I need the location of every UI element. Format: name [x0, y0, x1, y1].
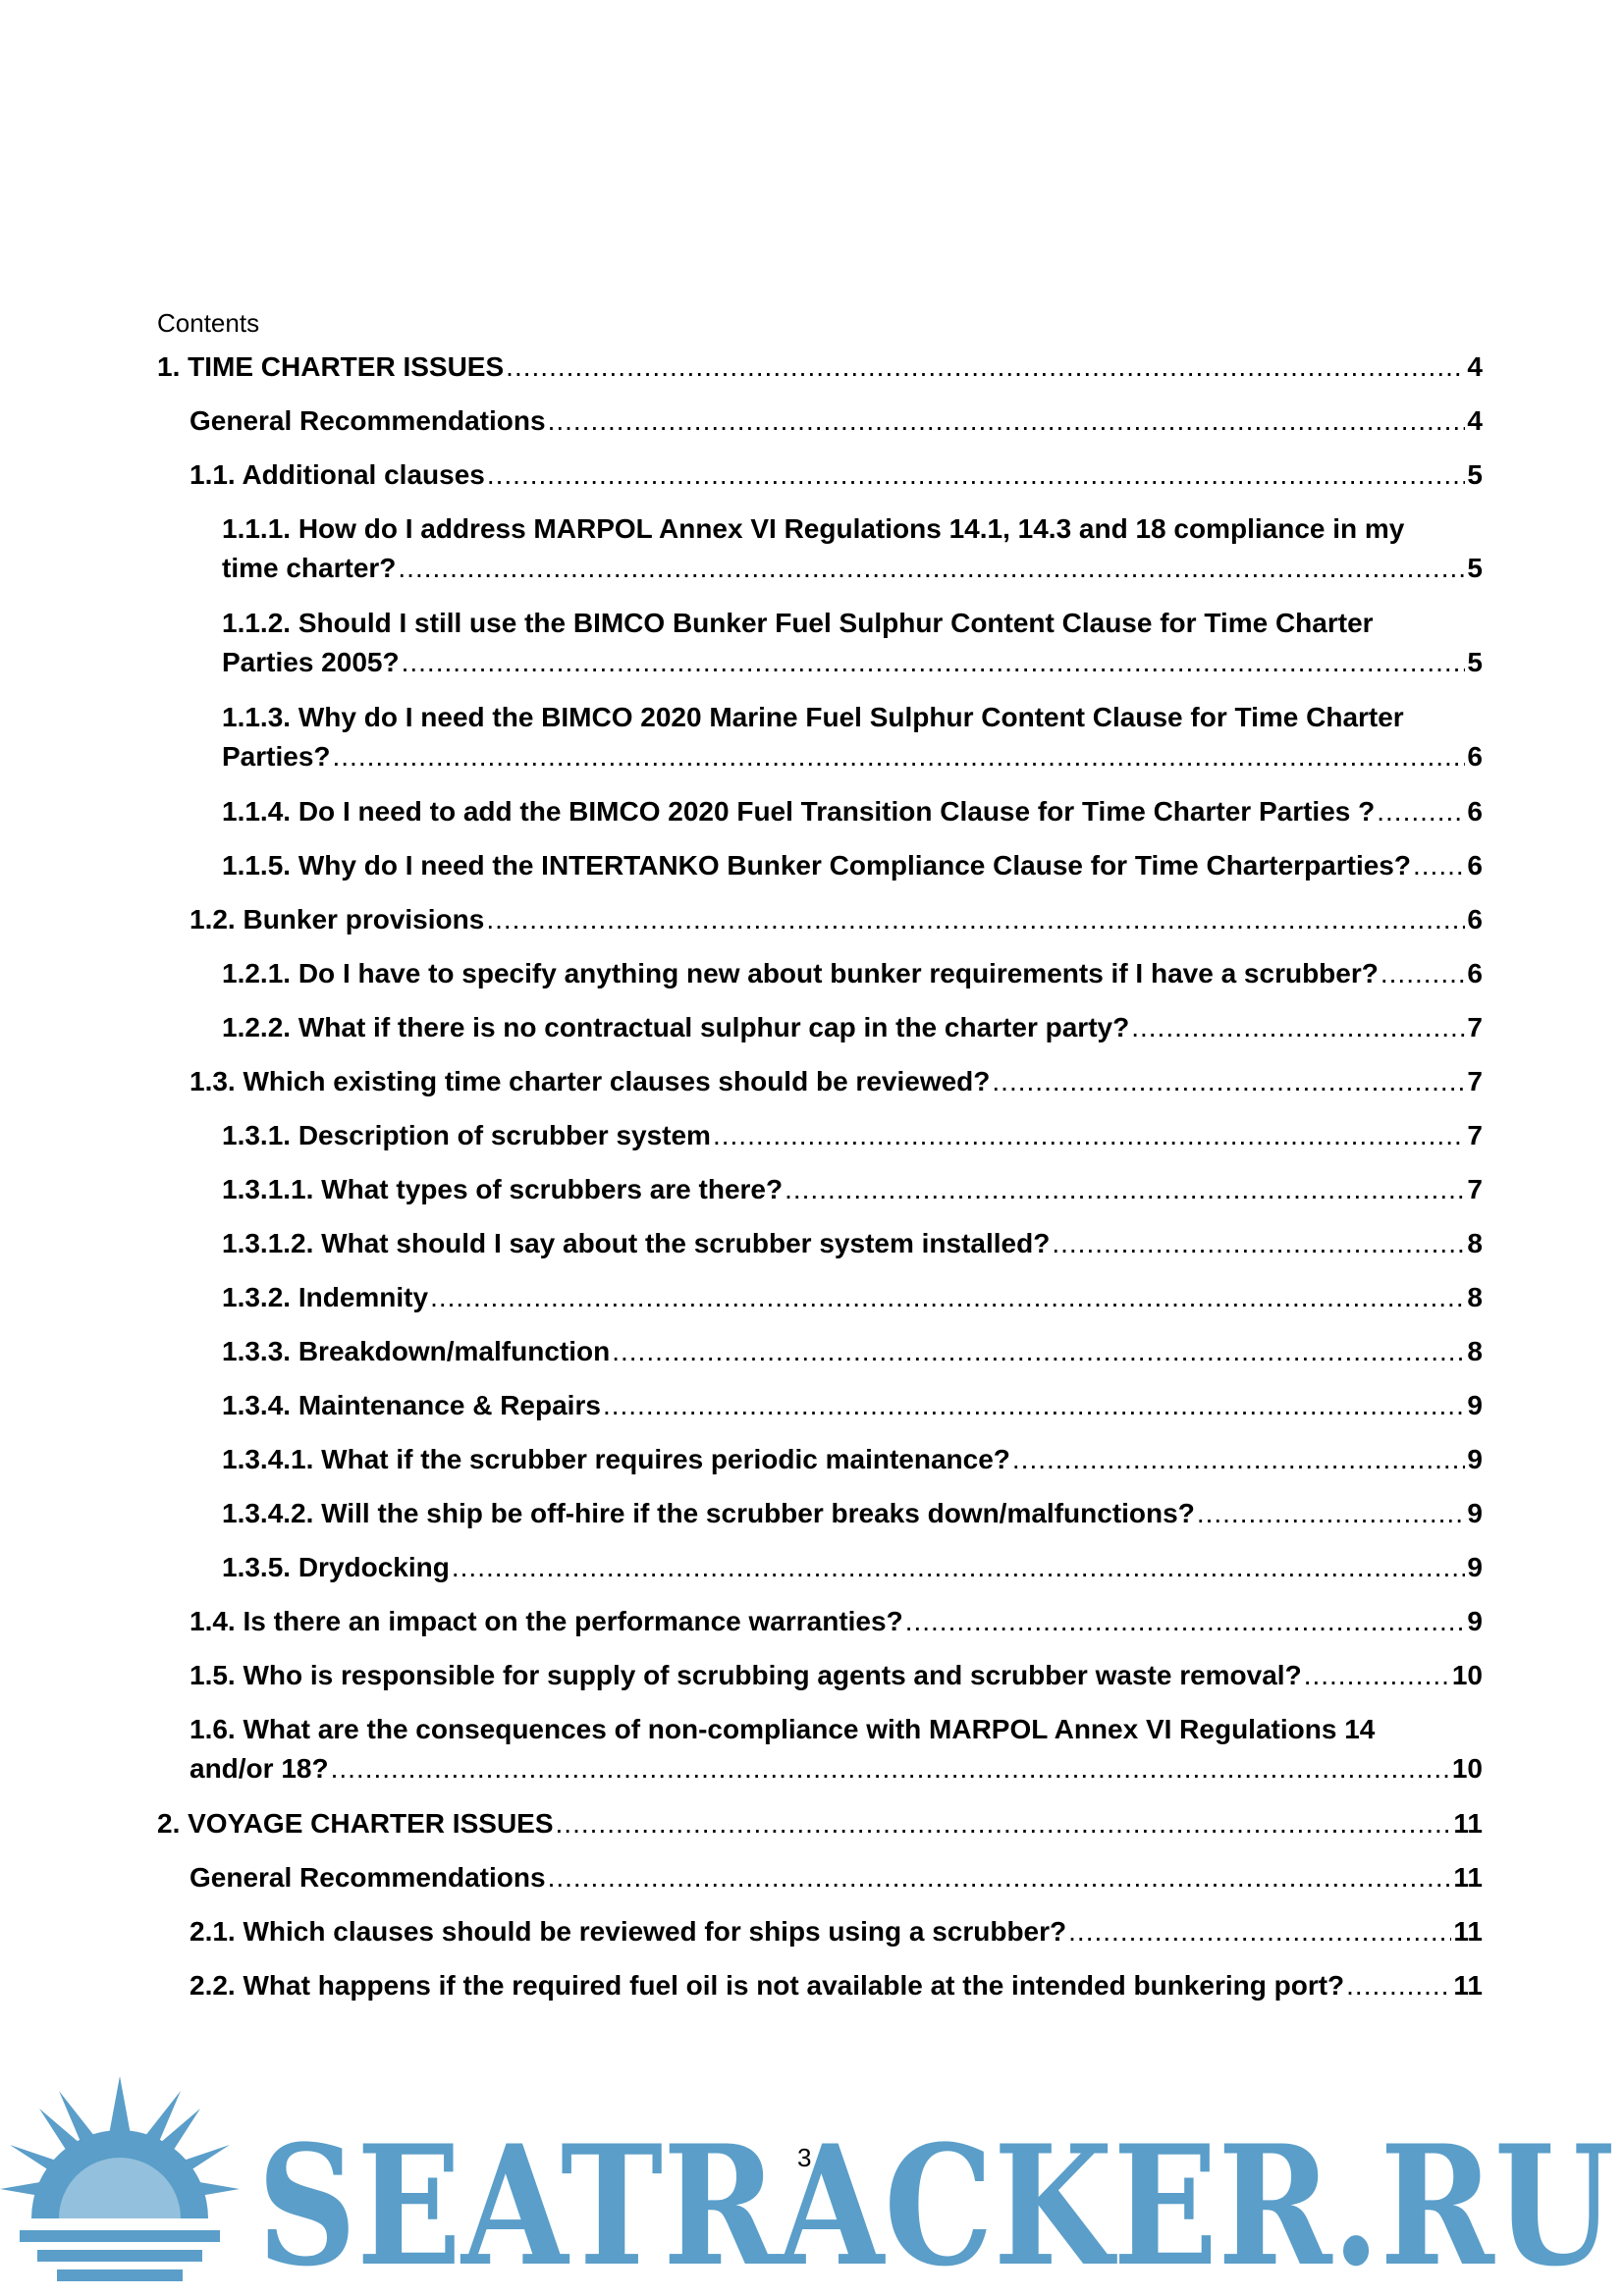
toc-entry[interactable]: [189, 1710, 1483, 1789]
toc-entry[interactable]: [222, 954, 1483, 993]
toc-entry-page: 7: [1467, 1012, 1483, 1042]
toc-entry-page: 4: [1467, 351, 1483, 382]
watermark-text: SEATRACKER.RU: [257, 2109, 1614, 2296]
toc-entry-title: 1.1.1. How do I address MARPOL Annex VI Regulations 14.1, 14.3 and 18 compliance in my: [222, 513, 1405, 544]
toc-entry[interactable]: [222, 1224, 1483, 1263]
toc-entry-page: 9: [1467, 1606, 1483, 1636]
toc-entry-title-continued: Parties?: [222, 741, 331, 772]
toc-entry[interactable]: [189, 1602, 1483, 1641]
toc-entry[interactable]: [222, 1116, 1483, 1155]
toc-entry-title: 2.1. Which clauses should be reviewed for ships using a scrubber?: [189, 1916, 1067, 1947]
toc-entry[interactable]: [222, 1170, 1483, 1209]
contents-heading: Contents: [157, 308, 260, 338]
toc-entry-title-continued: Parties 2005?: [222, 647, 400, 677]
toc-entry[interactable]: [189, 1656, 1483, 1695]
toc-entry-page: 8: [1467, 1228, 1483, 1258]
toc-entry-page: 11: [1453, 1808, 1483, 1839]
toc-entry-page: 9: [1467, 1390, 1483, 1420]
toc-entry[interactable]: [189, 1966, 1483, 2005]
toc-entry[interactable]: [157, 1804, 1483, 1843]
toc-entry[interactable]: [222, 1440, 1483, 1479]
toc-entry-page: 10: [1451, 1660, 1483, 1690]
toc-entry-page: 5: [1467, 553, 1483, 583]
toc-entry-title: 1.3.3. Breakdown/malfunction: [222, 1336, 611, 1366]
toc-entry-title: 1.3.4.2. Will the ship be off-hire if the scrubber breaks down/malfunctions?: [222, 1498, 1195, 1528]
toc-entry-title: 1.1.5. Why do I need the INTERTANKO Bunker Compliance Clause for Time Charterparties?: [222, 850, 1411, 881]
toc-entry-title: 1.2.2. What if there is no contractual sulphur cap in the charter party?: [222, 1012, 1130, 1042]
watermark: [0, 2061, 1624, 2296]
toc-entry-title: General Recommendations: [189, 405, 546, 436]
toc-entry[interactable]: [189, 1062, 1483, 1101]
toc-entry[interactable]: [189, 1912, 1483, 1951]
toc-entry-page: 9: [1467, 1498, 1483, 1528]
toc-entry-page: 7: [1467, 1120, 1483, 1150]
toc-entry[interactable]: [189, 455, 1483, 495]
toc-entry[interactable]: [222, 698, 1483, 776]
toc-entry[interactable]: [222, 1332, 1483, 1371]
toc-entry-page: 6: [1467, 958, 1483, 988]
toc-entry-title: 1.2.1. Do I have to specify anything new about bunker requirements if I have a scrubber?: [222, 958, 1379, 988]
toc-entry-page: 10: [1451, 1753, 1483, 1784]
toc-entry[interactable]: [222, 1278, 1483, 1317]
toc-entry[interactable]: [222, 1548, 1483, 1587]
toc-entry-page: 9: [1467, 1444, 1483, 1474]
toc-entry[interactable]: [189, 401, 1483, 441]
toc-entry-title: 2.2. What happens if the required fuel oil is not available at the intended bunkering port?: [189, 1970, 1345, 2001]
toc-entry-title: 1.3.1.1. What types of scrubbers are there?: [222, 1174, 784, 1204]
toc-entry[interactable]: [222, 792, 1483, 831]
page-number: 3: [797, 2143, 812, 2172]
toc-entry[interactable]: [222, 509, 1483, 588]
toc-entry[interactable]: [222, 1494, 1483, 1533]
toc-entry-page: 9: [1467, 1552, 1483, 1582]
toc-entry[interactable]: [157, 347, 1483, 387]
toc-entry-title: 1.3. Which existing time charter clauses should be reviewed?: [189, 1066, 991, 1096]
toc-entry-title: 1.6. What are the consequences of non-compliance with MARPOL Annex VI Regulations 14: [189, 1714, 1376, 1744]
toc-entry-title: 1.3.1.2. What should I say about the scrubber system installed?: [222, 1228, 1051, 1258]
toc-entry-page: 4: [1467, 405, 1483, 436]
toc-entry[interactable]: [189, 1858, 1483, 1897]
toc-entry-title: 1.4. Is there an impact on the performance warranties?: [189, 1606, 903, 1636]
toc-entry-page: 11: [1453, 1970, 1483, 2001]
toc-entry[interactable]: [222, 1386, 1483, 1425]
toc-entry-title: 1.1. Additional clauses: [189, 459, 485, 490]
toc-entry-page: 8: [1467, 1282, 1483, 1312]
toc-entry-title: 1.3.4.1. What if the scrubber requires periodic maintenance?: [222, 1444, 1010, 1474]
toc-entry-title: 1. TIME CHARTER ISSUES: [157, 351, 505, 382]
toc-entry-title: 1.1.4. Do I need to add the BIMCO 2020 Fuel Transition Clause for Time Charter Parties ?: [222, 796, 1376, 827]
sun-logo-icon: [0, 2076, 240, 2281]
toc-entry-title: 1.2. Bunker provisions: [189, 904, 485, 934]
toc-entry-title: 1.3.4. Maintenance & Repairs: [222, 1390, 601, 1420]
toc-entry[interactable]: [222, 846, 1483, 885]
toc-entry-title: 1.1.2. Should I still use the BIMCO Bunker Fuel Sulphur Content Clause for Time Charter: [222, 608, 1374, 638]
toc-entry-page: 7: [1467, 1066, 1483, 1096]
toc-entry-title: 1.1.3. Why do I need the BIMCO 2020 Marine Fuel Sulphur Content Clause for Time Charter: [222, 702, 1404, 732]
toc-entry-page: 6: [1467, 904, 1483, 934]
toc-entry-page: 11: [1453, 1916, 1483, 1947]
toc-entry-page: 8: [1467, 1336, 1483, 1366]
toc-entry[interactable]: [189, 900, 1483, 939]
toc-entry-page: 6: [1467, 796, 1483, 827]
toc-entry[interactable]: [222, 604, 1483, 682]
toc-entry-page: 6: [1467, 850, 1483, 881]
toc-entry-page: 7: [1467, 1174, 1483, 1204]
toc-entry-title: 1.5. Who is responsible for supply of scrubbing agents and scrubber waste removal?: [189, 1660, 1302, 1690]
toc-entry-title: 1.3.2. Indemnity: [222, 1282, 429, 1312]
toc-entry-title: 1.3.1. Description of scrubber system: [222, 1120, 711, 1150]
toc-entry-title: 1.3.5. Drydocking: [222, 1552, 450, 1582]
toc-entry-page: 11: [1453, 1862, 1483, 1893]
toc-entry-title-continued: and/or 18?: [189, 1753, 329, 1784]
toc-entry[interactable]: [222, 1008, 1483, 1047]
toc-entry-page: 5: [1467, 647, 1483, 677]
toc-entry-title-continued: time charter?: [222, 553, 397, 583]
toc-entry-title: 2. VOYAGE CHARTER ISSUES: [157, 1808, 554, 1839]
toc-entry-page: 6: [1467, 741, 1483, 772]
toc-entry-title: General Recommendations: [189, 1862, 546, 1893]
toc-entry-page: 5: [1467, 459, 1483, 490]
